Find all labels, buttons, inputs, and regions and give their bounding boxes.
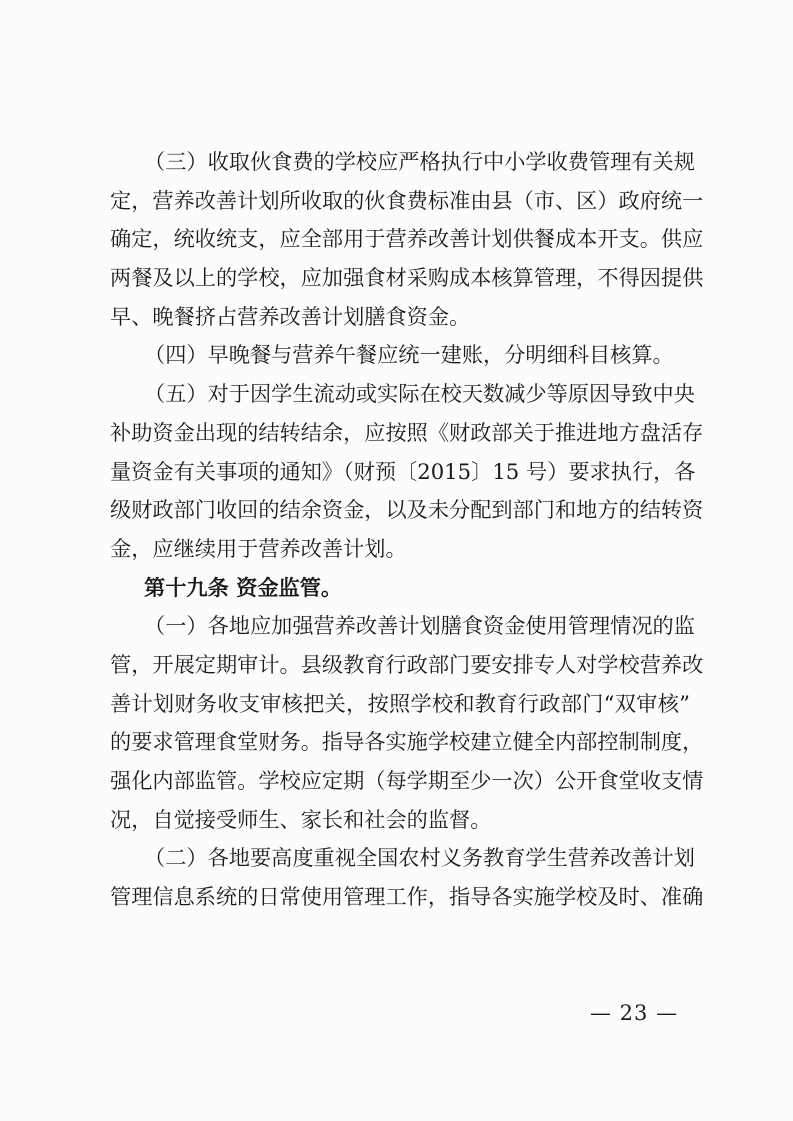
text-line: （三）收取伙食费的学校应严格执行中小学收费管理有关规 bbox=[144, 149, 695, 174]
document-body bbox=[110, 143, 704, 917]
text-line: 两餐及以上的学校，应加强食材采购成本核算管理，不得因提供 bbox=[110, 265, 704, 291]
text-line: 金，应继续用于营养改善计划。 bbox=[110, 535, 407, 561]
text-line: 确定，统收统支，应全部用于营养改善计划供餐成本开支。供应 bbox=[110, 226, 704, 252]
text-line: 级财政部门收回的结余资金，以及未分配到部门和地方的结转资 bbox=[110, 497, 704, 523]
text-line: 量资金有关事项的通知》（财预〔2015〕15 号）要求执行，各 bbox=[110, 458, 696, 484]
text-line: 管理信息系统的日常使用管理工作，指导各实施学校及时、准确 bbox=[110, 884, 704, 910]
text-line: （二）各地要高度重视全国农村义务教育学生营养改善计划 bbox=[144, 845, 695, 871]
text-line: 早、晚餐挤占营养改善计划膳食资金。 bbox=[110, 303, 471, 329]
text-line: 强化内部监管。学校应定期（每学期至少一次）公开食堂收支情 bbox=[110, 768, 704, 793]
text-line: （五）对于因学生流动或实际在校天数减少等原因导致中央 bbox=[144, 381, 695, 407]
text-line: 善计划财务收支审核把关，按照学校和教育行政部门“双审核” bbox=[110, 690, 690, 716]
text-line: 定，营养改善计划所收取的伙食费标准由县（市、区）政府统一 bbox=[110, 187, 704, 213]
text-line: 补助资金出现的结转结余，应按照《财政部关于推进地方盘活存 bbox=[110, 419, 704, 445]
text-line: 况，自觉接受师生、家长和社会的监督。 bbox=[110, 806, 492, 832]
text-line: 的要求管理食堂财务。指导各实施学校建立健全内部控制制度， bbox=[110, 729, 704, 755]
section-heading: 第十九条 资金监管。 bbox=[144, 574, 343, 600]
page-number: — 23 — bbox=[590, 1001, 679, 1025]
text-line: （一）各地应加强营养改善计划膳食资金使用管理情况的监 bbox=[144, 613, 695, 639]
text-line: （四）早晚餐与营养午餐应统一建账，分明细科目核算。 bbox=[144, 342, 674, 368]
text-line: 管，开展定期审计。县级教育行政部门要安排专人对学校营养改 bbox=[110, 651, 704, 677]
